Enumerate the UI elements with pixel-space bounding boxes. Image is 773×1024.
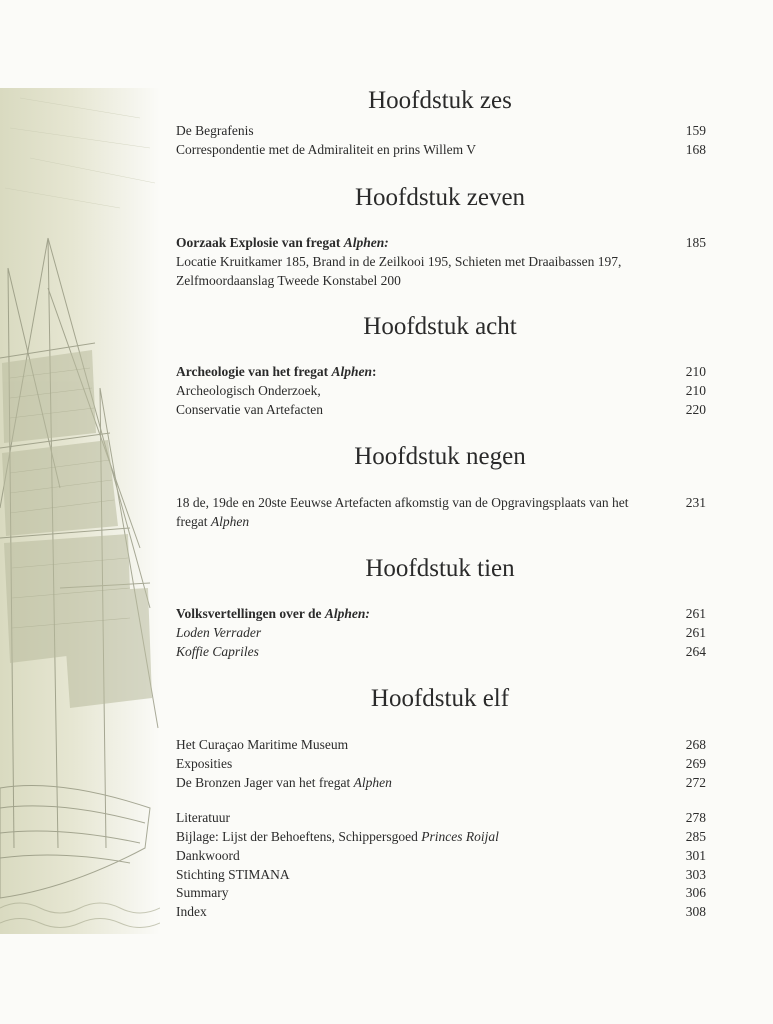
toc-entry: 18 de, 19de en 20ste Eeuwse Artefacten afkomstig van de Opgravingsplaats van het fregat Alphen 231 <box>176 495 706 529</box>
page-number: 306 <box>685 885 706 900</box>
page-number: 210 <box>685 383 706 398</box>
page-number: 185 <box>685 235 706 250</box>
page-number: 285 <box>685 829 706 844</box>
page-number: 303 <box>685 867 706 882</box>
page-number: 231 <box>685 495 706 510</box>
chapter-heading-10: Hoofdstuk tien <box>365 555 515 582</box>
page-number: 269 <box>685 756 706 771</box>
chapter-heading-8: Hoofdstuk acht <box>363 313 517 340</box>
toc-entry: Archeologie van het fregat Alphen: 210 <box>176 364 706 379</box>
ship-drawing <box>0 88 160 934</box>
toc-entry: Het Curaçao Maritime Museum 268 <box>176 737 706 752</box>
page-number: 159 <box>685 123 706 138</box>
toc-entry: Conservatie van Artefacten 220 <box>176 402 706 417</box>
page-number: 308 <box>685 904 706 919</box>
chapter-heading-7: Hoofdstuk zeven <box>354 184 526 211</box>
toc-entry: Oorzaak Explosie van fregat Alphen: 185 <box>176 235 706 250</box>
page-number: 261 <box>685 606 706 621</box>
toc-entry: De Bronzen Jager van het fregat Alphen 272 <box>176 775 706 790</box>
ship-engraving-illustration <box>0 88 160 934</box>
chapter-heading-11: Hoofdstuk elf <box>370 685 510 712</box>
page-number: 268 <box>685 737 706 752</box>
page-number: 210 <box>685 364 706 379</box>
toc-entry: Volksvertellingen over de Alphen: 261 <box>176 606 706 621</box>
toc-entry-backmatter: Literatuur 278 <box>176 810 706 825</box>
toc-entry: Exposities 269 <box>176 756 706 771</box>
toc-entry-backmatter: Index 308 <box>176 904 706 919</box>
toc-entry-sub: Locatie Kruitkamer 185, Brand in de Zeilkooi 195, Schieten met Draaibassen 197, Zelfmoordaanslag Tweede Konstabel 200 <box>176 254 622 288</box>
toc-entry-backmatter: Bijlage: Lijst der Behoeftens, Schippersgoed Princes Roijal 285 <box>176 829 706 844</box>
toc-entry: Loden Verrader 261 <box>176 625 706 640</box>
page-number: 272 <box>685 775 706 790</box>
chapter-heading-6: Hoofdstuk zes <box>368 87 512 114</box>
toc-entry: De Begrafenis 159 <box>176 123 706 138</box>
page-number: 220 <box>685 402 706 417</box>
toc-entry-backmatter: Summary 306 <box>176 885 706 900</box>
page-number: 264 <box>685 644 706 659</box>
toc-entry-backmatter: Dankwoord 301 <box>176 848 706 863</box>
toc-entry: Archeologisch Onderzoek, 210 <box>176 383 706 398</box>
toc-entry: Koffie Capriles 264 <box>176 644 706 659</box>
page-number: 261 <box>685 625 706 640</box>
toc-entry-backmatter: Stichting STIMANA 303 <box>176 867 706 882</box>
page-number: 278 <box>685 810 706 825</box>
chapter-heading-9: Hoofdstuk negen <box>354 443 526 470</box>
page-number: 301 <box>685 848 706 863</box>
page-number: 168 <box>685 142 706 157</box>
toc-entry: Correspondentie met de Admiraliteit en prins Willem V 168 <box>176 142 706 157</box>
